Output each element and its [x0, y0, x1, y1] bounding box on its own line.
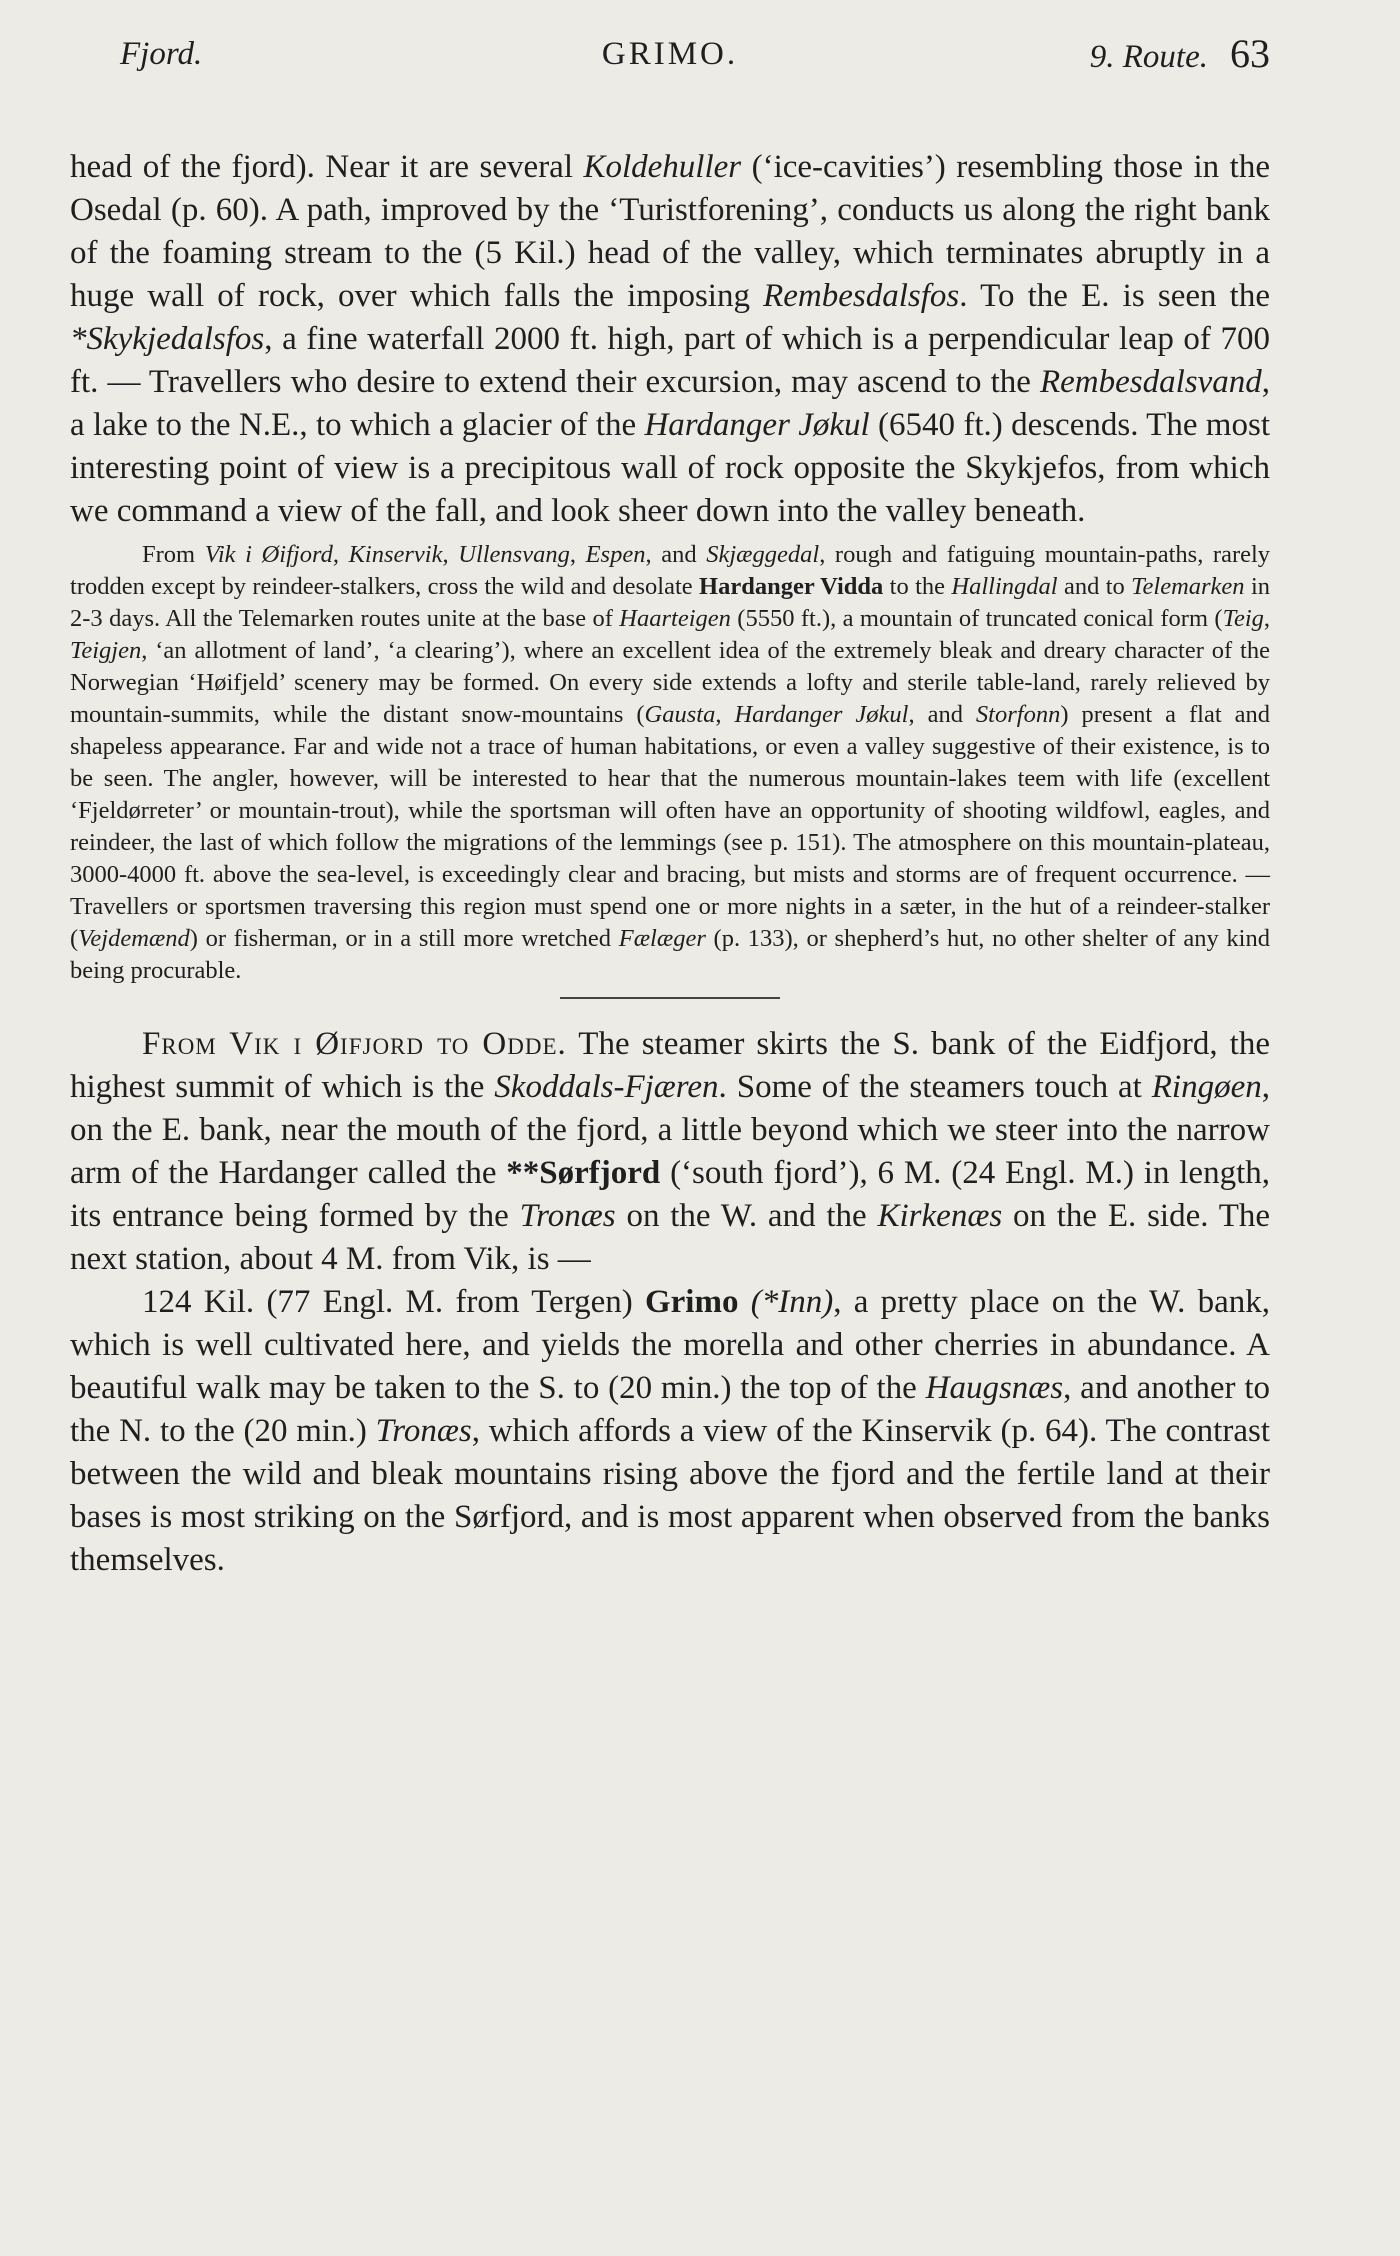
text-run: , [442, 541, 459, 568]
italic-term: Tronæs [519, 1198, 616, 1234]
text-run: , [332, 541, 349, 568]
italic-term: *Skykjedalsfos [70, 321, 265, 357]
text-run: (‘south fjord’), 6 M. (24 Engl. M.) in length, its entrance being formed by the [70, 1155, 1270, 1234]
text-run: , on the E. bank, near the mouth of the fjord, a little beyond which we steer into the narrow arm of the Hardanger called the [70, 1069, 1270, 1191]
text-run: (6540 ft.) descends. The most interesting point of view is a precipitous wall of rock opposite the Skykjefos, from which we command a view of the fall, and look sheer down into the valley beneath. [70, 407, 1270, 529]
italic-term: Hallingdal [951, 573, 1058, 600]
text-run: and to [1057, 573, 1132, 600]
text-run: , a pretty place on the W. bank, which is well cultivated here, and yields the morella and other cherries in abundance. A beautiful walk may be taken to the S. to (20 min.) the top of the [70, 1284, 1270, 1406]
italic-term: (*Inn) [738, 1284, 834, 1320]
text-run: , [1263, 605, 1271, 632]
bold-term: Grimo [644, 1284, 739, 1320]
italic-term: Skjæggedal [706, 541, 820, 568]
italic-term: Rembesdalsfos [763, 278, 960, 314]
paragraph-skykjedalsfos [70, 146, 1270, 533]
italic-term: Teigjen [70, 637, 142, 664]
italic-term: Ullensvang [458, 541, 570, 568]
text-run: From [142, 541, 205, 568]
text-run: on the E. side. The next station, about 4 M. from Vik, is — [70, 1198, 1270, 1277]
header-left: Fjord. [120, 36, 203, 72]
text-run: (p. 133), or shepherd’s hut, no other shelter of any kind being procurable. [70, 925, 1270, 984]
text-run: , ‘an allotment of land’, ‘a clearing’), where an excellent idea of the extremely bleak and dreary character of the Norwegian ‘Høifjeld’ scenery may be formed. On every side extends a lofty and sterile table-land, rarely relieved by mountain-summits, while the distant snow-mountains ( [70, 637, 1270, 728]
note-hardanger-vidda [70, 539, 1270, 987]
header-route: 9. Route. [1089, 39, 1208, 75]
italic-term: Storfonn [975, 701, 1061, 728]
text-run: , and another to the N. to the (20 min.) [70, 1370, 1270, 1449]
text-run: The steamer skirts the S. bank of the Eidfjord, the highest summit of which is the [70, 1026, 1270, 1105]
paragraph-grimo [70, 1281, 1270, 1582]
italic-term: Kinservik [348, 541, 443, 568]
italic-term: Skoddals-Fjæren [494, 1069, 719, 1105]
text-run: , [715, 701, 735, 728]
text-run: , which affords a view of the Kinservik (p. 64). The contrast between the wild and bleak mountains rising above the fjord and the fertile land at their bases is most striking on the Sørfjord, and is most apparent when observed from the banks themselves. [70, 1413, 1270, 1578]
italic-term: Vejdemænd [78, 925, 190, 952]
running-head [70, 28, 1270, 80]
italic-term: Telemarken [1131, 573, 1245, 600]
paragraph-vik-to-odde [70, 1023, 1270, 1281]
header-right [1090, 28, 1270, 83]
bold-term: **Sørfjord [506, 1155, 661, 1191]
section-divider [560, 997, 780, 999]
italic-term: Koldehuller [583, 149, 742, 185]
page-number: 63 [1230, 31, 1270, 76]
text-run: (5550 ft.), a mountain of truncated conical form ( [730, 605, 1223, 632]
italic-term: Haugsnæs [925, 1370, 1064, 1406]
italic-term: Espen [585, 541, 646, 568]
text-run: . Some of the steamers touch at [718, 1069, 1152, 1105]
italic-term: Tronæs [375, 1413, 472, 1449]
text-run: to the [883, 573, 952, 600]
text-run: , a fine waterfall 2000 ft. high, part of which is a perpendicular leap of 700 ft. — Travellers who desire to extend their excursion, may ascend to the [70, 321, 1270, 400]
text-run: (‘ice-cavities’) resembling those in the Osedal (p. 60). A path, improved by the ‘Turistforening’, conducts us along the right bank of the foaming stream to the (5 Kil.) head of the valley, which terminates abruptly in a huge wall of rock, over which falls the imposing [70, 149, 1270, 314]
text-run: , a lake to the N.E., to which a glacier of the [70, 364, 1270, 443]
header-title: GRIMO. [601, 36, 739, 72]
text-run: in 2-3 days. All the Telemarken routes unite at the base of [70, 573, 1270, 632]
section-heading: From Vik i Øifjord to Odde. [142, 1026, 567, 1062]
bold-term: Hardanger Vidda [699, 573, 884, 600]
text-run: ) present a flat and shapeless appearance. Far and wide not a trace of human habitations, or even a valley suggestive of their existence, is to be seen. The angler, however, will be interested to hear that the numerous mountain-lakes teem with life (excellent ‘Fjeldørreter’ or mountain-trout), while the sportsman will often have an opportunity of shooting wildfowl, eagles, and reindeer, the last of which follow the migrations of the lemmings (see p. 151). The atmosphere on this mountain-plateau, 3000-4000 ft. above the sea-level, is exceedingly clear and bracing, but mists and storms are of frequent occurrence. — Travellers or sportsmen traversing this region must spend one or more nights in a sæter, in the hut of a reindeer-stalker ( [70, 701, 1271, 952]
text-run: head of the fjord). Near it are several [70, 149, 584, 185]
italic-term: Hardanger Jøkul [644, 407, 870, 443]
italic-term: Kirkenæs [877, 1198, 1003, 1234]
text-run: , and [645, 541, 707, 568]
text-run: 124 Kil. (77 Engl. M. from Tergen) [142, 1284, 645, 1320]
italic-term: Fælæger [618, 925, 706, 952]
italic-term: Vik i Øifjord [204, 541, 333, 568]
italic-term: Ringøen [1151, 1069, 1262, 1105]
text-run: , [569, 541, 586, 568]
italic-term: Rembesdalsvand [1039, 364, 1262, 400]
text-run: on the W. and the [615, 1198, 878, 1234]
italic-term: Haarteigen [619, 605, 731, 632]
text-run: , rough and fatiguing mountain-paths, rarely trodden except by reindeer-stalkers, cross the wild and desolate [70, 541, 1271, 600]
text-run: ) or fisherman, or in a still more wretched [189, 925, 619, 952]
italic-term: Hardanger Jøkul [734, 701, 909, 728]
italic-term: Gausta [644, 701, 716, 728]
text-run: , and [908, 701, 976, 728]
italic-term: Teig [1222, 605, 1264, 632]
text-run: . To the E. is seen the [959, 278, 1270, 314]
